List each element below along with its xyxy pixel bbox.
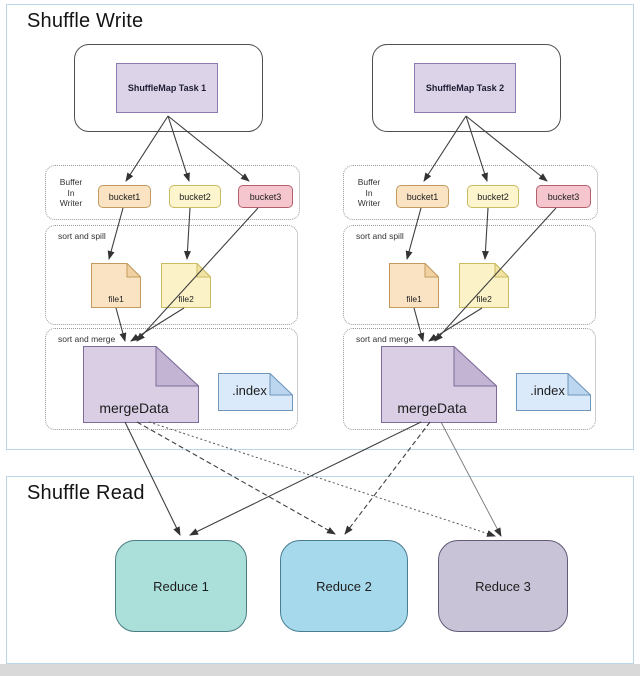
sort-and-merge-label: sort and merge [356,334,414,344]
buffer-in-writer-label [346,177,392,209]
shufflemap-task-1-box: ShuffleMap Task 1 [116,63,218,113]
sort-and-merge-label: sort and merge [58,334,116,344]
sort-and-spill-group-2 [343,225,596,325]
shuffle-write-title: Shuffle Write [27,10,144,32]
buffer-label-line: Buffer [357,177,381,187]
index-file-label: .index [530,383,565,398]
map-task-pipeline-1 [0,0,342,460]
index-file-label: .index [232,383,267,398]
file2-icon [459,263,509,308]
map-task-pipeline-2 [298,0,640,460]
merge-data-file-icon [83,346,199,423]
reduce-2-box: Reduce 2 [280,540,408,632]
bottom-gray-band [0,664,640,676]
bucket1-chip: bucket1 [396,185,449,208]
buffer-label-line: Writer [357,198,381,208]
merge-data-label: mergeData [99,400,169,416]
sort-and-merge-group-2 [343,328,596,430]
sort-and-spill-group-1 [45,225,298,325]
file1-icon [389,263,439,308]
sort-and-merge-group-1 [45,328,298,430]
reduce-3-box: Reduce 3 [438,540,568,632]
buffer-label-line: In [365,187,373,198]
reduce-1-box: Reduce 1 [115,540,247,632]
index-file-icon [516,373,591,411]
file2-label: file2 [476,294,492,304]
buffer-in-writer-group-2 [343,165,598,220]
sort-and-spill-label: sort and spill [356,231,404,241]
bucket2-chip: bucket2 [467,185,519,208]
file1-label: file1 [406,294,422,304]
file1-icon [91,263,141,308]
bucket2-chip: bucket2 [169,185,221,208]
sort-and-spill-label: sort and spill [58,231,106,241]
buffer-label-line: In [67,187,75,198]
buffer-in-writer-label [48,177,94,209]
buffer-label-line: Buffer [59,177,83,187]
merge-data-file-icon [381,346,497,423]
file1-label: file1 [108,294,124,304]
bucket1-chip: bucket1 [98,185,151,208]
bucket3-chip: bucket3 [536,185,591,208]
bucket3-chip: bucket3 [238,185,293,208]
shuffle-read-title: Shuffle Read [27,482,145,504]
buffer-label-line: Writer [59,198,83,208]
file2-icon [161,263,211,308]
merge-data-label: mergeData [397,400,467,416]
file2-label: file2 [178,294,194,304]
index-file-icon [218,373,293,411]
buffer-in-writer-group-1 [45,165,300,220]
shufflemap-task-2-box: ShuffleMap Task 2 [414,63,516,113]
